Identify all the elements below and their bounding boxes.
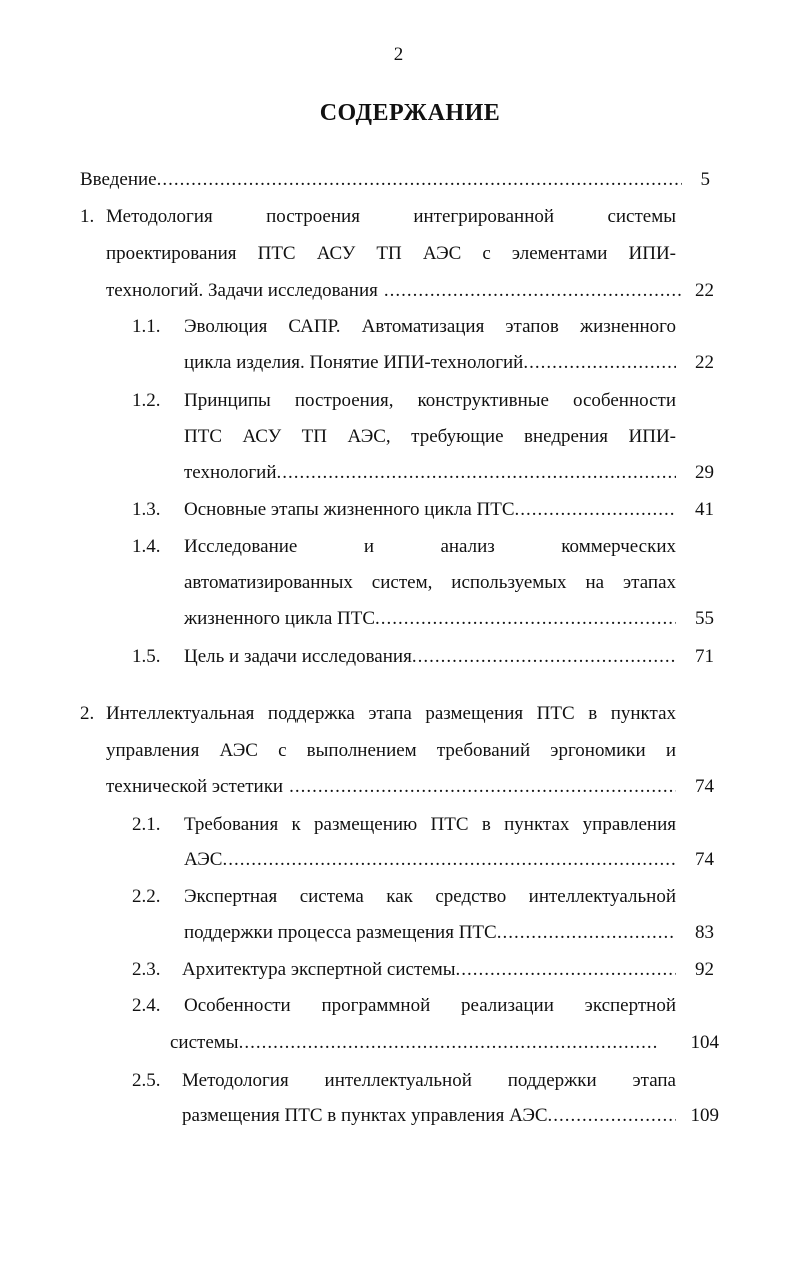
section-number: 2.4. [132,995,161,1016]
section-number: 1.1. [132,316,161,337]
chapter-number: 2. [80,703,95,724]
toc-page-number: 41 [695,499,714,520]
dot-leader [548,1101,676,1131]
chapter-number: 1. [80,206,95,227]
toc-entry-title: технологий. Задачи исследования [106,280,378,301]
section-title-line-last[interactable] [184,458,676,488]
toc-page-number: 92 [695,959,714,980]
toc-page-number: 74 [695,849,714,870]
dot-leader [523,348,676,378]
section-title-line[interactable]: Методология интеллектуальной поддержки этапа [182,1070,676,1091]
page-title: СОДЕРЖАНИЕ [319,100,501,126]
toc-page-number: 5 [700,169,710,190]
dot-leader [157,165,682,195]
toc-page-number: 104 [690,1032,719,1053]
section-title-line[interactable]: автоматизированных систем, используемых на этапах [184,572,676,593]
chapter-title-line-last[interactable] [106,276,682,306]
dot-leader [384,276,682,306]
section-title-line-last[interactable] [184,604,676,634]
section-title-line-last[interactable] [182,955,676,985]
section-title-line[interactable]: Экспертная система как средство интеллектуальной [184,886,676,907]
toc-entry-title: Основные этапы жизненного цикла ПТС [184,499,515,520]
section-number: 1.3. [132,499,161,520]
section-number: 1.5. [132,646,161,667]
section-title-line[interactable]: ПТС АСУ ТП АЭС, требующие внедрения ИПИ- [184,426,676,447]
page-number: 2 [393,44,404,65]
dot-leader [375,604,676,634]
section-title-line[interactable]: Особенности программной реализации экспертной [184,995,676,1016]
toc-entry-title: технологий [184,462,277,483]
chapter-title-line[interactable]: Методология построения интегрированной системы [106,206,676,227]
toc-page-number: 22 [695,280,714,301]
dot-leader [497,918,676,948]
toc-page-number: 74 [695,776,714,797]
section-number: 2.1. [132,814,161,835]
toc-page-number: 55 [695,608,714,629]
toc-entry-title: жизненного цикла ПТС [184,608,376,629]
toc-entry-title: поддержки процесса размещения ПТС [184,922,497,943]
dot-leader [289,772,676,802]
toc-entry-title: цикла изделия. Понятие ИПИ-технологий [184,352,524,373]
chapter-title-line[interactable]: проектирования ПТС АСУ ТП АЭС с элементами ИПИ- [106,243,676,264]
section-title-line[interactable]: Требования к размещению ПТС в пунктах управления [184,814,676,835]
section-number: 2.5. [132,1070,161,1091]
section-title-line[interactable]: Принципы построения, конструктивные особенности [184,390,676,411]
toc-entry-title: технической эстетики [106,776,284,797]
section-title-line-last[interactable] [170,1028,658,1058]
toc-entry-title: Архитектура экспертной системы [182,959,456,980]
toc-entry-title: системы [170,1032,239,1053]
section-title-line-last[interactable] [184,642,676,672]
toc-entry-title: АЭС [184,849,223,870]
dot-leader [412,642,676,672]
section-number: 2.2. [132,886,161,907]
section-number: 1.2. [132,390,161,411]
chapter-title-line-last[interactable] [106,772,676,802]
toc-page-number: 22 [695,352,714,373]
section-title-line-last[interactable] [184,495,676,525]
dot-leader [239,1028,658,1058]
toc-entry-title: Введение [80,169,157,190]
toc-page-number: 71 [695,646,714,667]
section-number: 2.3. [132,959,161,980]
toc-entry-title: размещения ПТС в пунктах управления АЭС [182,1105,548,1126]
toc-entry-intro[interactable] [80,165,682,195]
dot-leader [277,458,676,488]
section-title-line-last[interactable] [184,918,676,948]
toc-entry-title: Цель и задачи исследования [184,646,412,667]
dot-leader [515,495,676,525]
section-title-line[interactable]: Исследование и анализ коммерческих [184,536,676,557]
section-title-line-last[interactable] [184,348,676,378]
section-title-line-last[interactable] [182,1101,676,1131]
section-number: 1.4. [132,536,161,557]
toc-page-number: 83 [695,922,714,943]
section-title-line[interactable]: Эволюция САПР. Автоматизация этапов жизненного [184,316,676,337]
section-title-line-last[interactable] [184,845,676,875]
toc-page-number: 29 [695,462,714,483]
chapter-title-line[interactable]: управления АЭС с выполнением требований эргономики и [106,740,676,761]
dot-leader [456,955,677,985]
dot-leader [222,845,676,875]
chapter-title-line[interactable]: Интеллектуальная поддержка этапа размещения ПТС в пунктах [106,703,676,724]
toc-page-number: 109 [690,1105,719,1126]
